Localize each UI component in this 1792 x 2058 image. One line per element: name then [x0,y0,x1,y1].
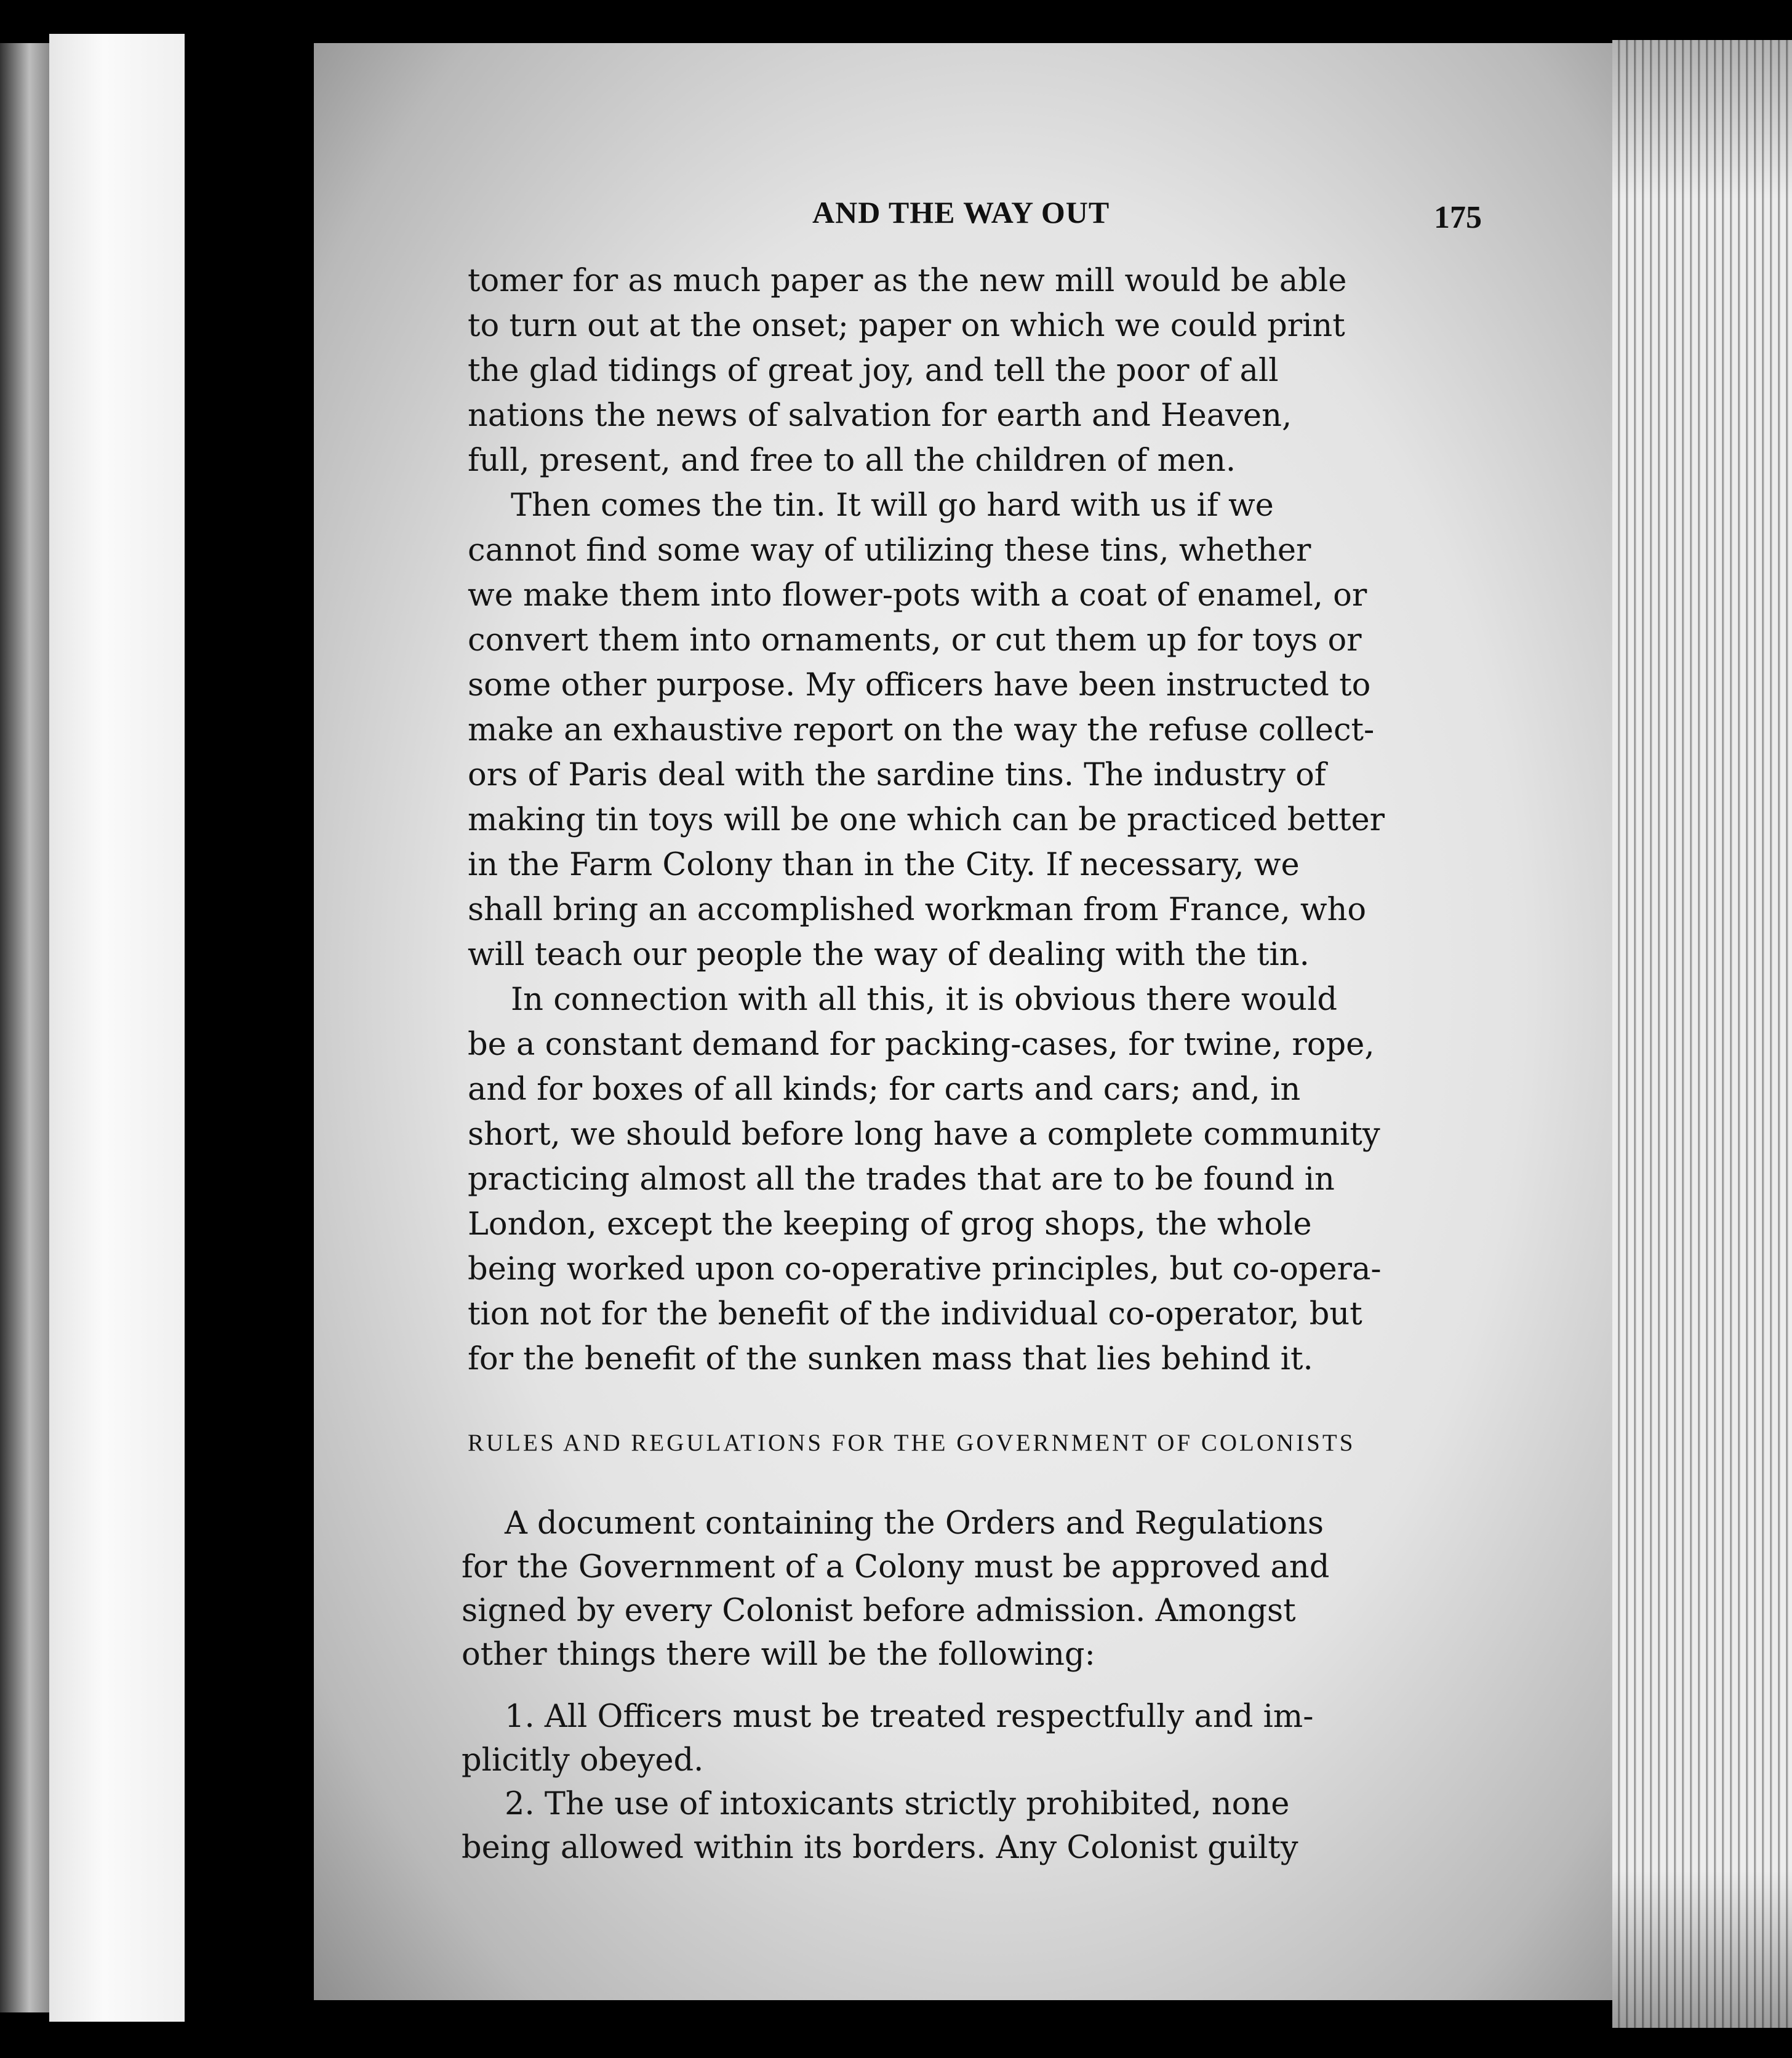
text-line: cannot find some way of utilizing these tins, whether [468,532,1311,569]
text-line: be a constant demand for packing-cases, for twine, rope, [468,1027,1375,1063]
text-line: tomer for as much paper as the new mill would be able [468,263,1347,299]
text-line: tion not for the benefit of the individual co-operator, but [468,1296,1362,1332]
page-number: 175 [1434,200,1482,235]
text-line: In connection with all this, it is obvious there would [511,982,1338,1018]
body-text [468,258,1477,1382]
text-line: 2. The use of intoxicants strictly prohibited, none [505,1786,1290,1822]
running-head: AND THE WAY OUT [812,195,1110,230]
text-line: we make them into flower-pots with a coat of enamel, or [468,577,1367,614]
text-line: Then comes the tin. It will go hard with us if we [511,487,1274,524]
paragraph-1 [468,258,1477,483]
text-line: shall bring an accomplished workman from France, who [468,892,1367,928]
rule-2 [462,1782,1465,1870]
text-line: short, we should before long have a complete community [468,1116,1380,1153]
rules-intro [462,1502,1465,1676]
text-line: being allowed within its borders. Any Colonist guilty [462,1830,1298,1866]
text-line: ors of Paris deal with the sardine tins. The industry of [468,757,1326,793]
section-heading: RULES AND REGULATIONS FOR THE GOVERNMENT OF COLONISTS [468,1430,1356,1456]
text-line: practicing almost all the trades that are to be found in [468,1161,1335,1198]
rule-1 [462,1695,1465,1782]
text-line: making tin toys will be one which can be practiced better [468,802,1385,838]
text-line: 1. All Officers must be treated respectfully and im- [505,1699,1314,1735]
text-line: will teach our people the way of dealing with the tin. [468,937,1310,973]
text-line: signed by every Colonist before admission. Amongst [462,1593,1296,1629]
text-line: for the Government of a Colony must be approved and [462,1549,1330,1585]
left-cover-board [49,34,185,2022]
text-line: in the Farm Colony than in the City. If necessary, we [468,847,1300,883]
rules-text [462,1502,1465,1870]
text-line: plicitly obeyed. [462,1742,704,1779]
text-line: convert them into ornaments, or cut them up for toys or [468,622,1362,659]
text-line: A document containing the Orders and Regulations [505,1505,1324,1542]
text-line: for the benefit of the sunken mass that lies behind it. [468,1341,1313,1377]
spacer [462,1676,1465,1695]
text-line: other things there will be the following: [462,1636,1095,1673]
text-line: full, present, and free to all the children of men. [468,442,1236,479]
text-line: make an exhaustive report on the way the refuse collect- [468,712,1375,748]
text-line: being worked upon co-operative principles, but co-opera- [468,1251,1382,1287]
text-line: the glad tidings of great joy, and tell the poor of all [468,353,1279,389]
paragraph-3 [468,977,1477,1382]
text-line: and for boxes of all kinds; for carts and cars; and, in [468,1071,1301,1108]
text-line: nations the news of salvation for earth and Heaven, [468,398,1292,434]
text-line: London, except the keeping of grog shops, the whole [468,1206,1312,1243]
paragraph-2 [468,483,1477,977]
left-page-edge [0,43,49,2012]
text-line: to turn out at the onset; paper on which we could print [468,308,1345,344]
page-edges-shadow [1612,40,1792,2028]
text-line: some other purpose. My officers have been instructed to [468,667,1371,703]
